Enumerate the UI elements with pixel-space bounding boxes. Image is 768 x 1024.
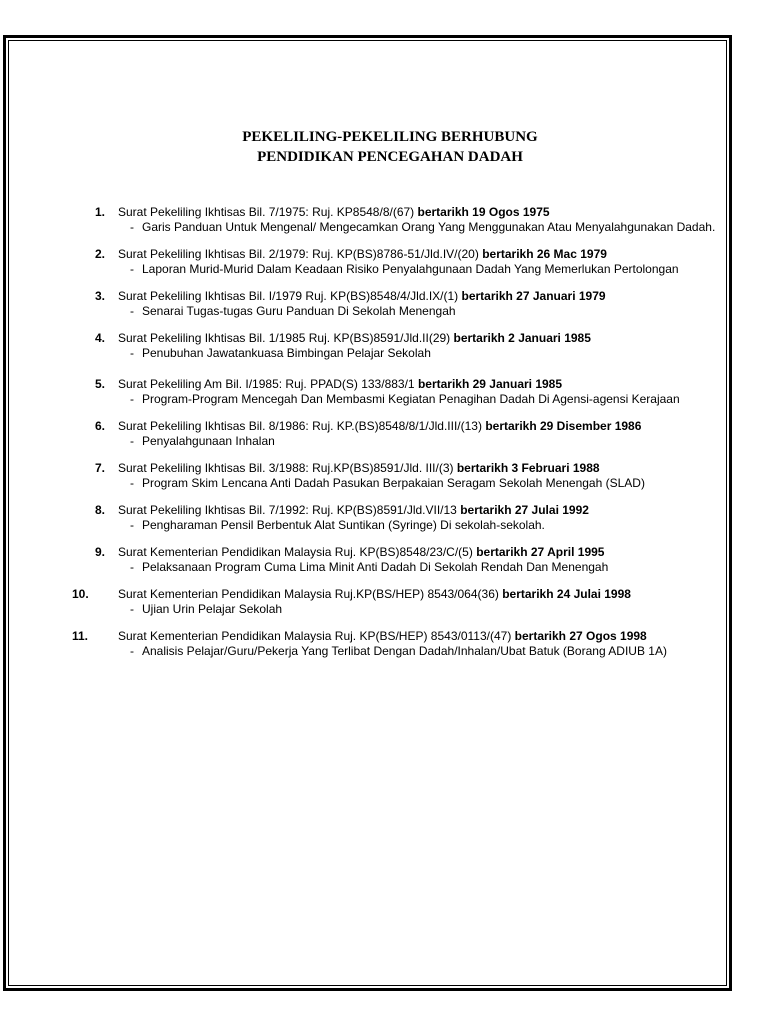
list-item [95, 331, 725, 361]
list-item [95, 545, 725, 575]
item-reference: Surat Pekeliling Ikhtisas Bil. 1/1985 Ruj. KP(BS)8591/Jld.II(29) [118, 331, 454, 345]
list-item [95, 289, 725, 319]
item-description: - Analisis Pelajar/Guru/Pekerja Yang Terlibat Dengan Dadah/Inhalan/Ubat Batuk (Borang ADIUB 1A) [130, 644, 667, 658]
list-item [95, 247, 725, 277]
item-number: 8. [95, 503, 106, 517]
item-number: 11. [72, 629, 89, 643]
item-reference: Surat Kementerian Pendidikan Malaysia Ruj.KP(BS/HEP) 8543/064(36) [118, 587, 503, 601]
list-item [95, 377, 725, 407]
item-number: 7. [95, 461, 106, 475]
item-description: - Senarai Tugas-tugas Guru Panduan Di Sekolah Menengah [130, 304, 456, 318]
item-date: bertarikh 27 Ogos 1998 [514, 629, 647, 643]
item-date: bertarikh 26 Mac 1979 [482, 247, 607, 261]
item-reference: Surat Pekeliling Ikhtisas Bil. 7/1975: Ruj. KP8548/8/(67) [118, 205, 418, 219]
item-number: 10. [72, 587, 89, 601]
item-description: - Ujian Urin Pelajar Sekolah [130, 602, 283, 616]
circular-list [72, 205, 725, 671]
item-date: bertarikh 29 Januari 1985 [417, 377, 563, 391]
list-item [95, 205, 725, 235]
item-description: - Program Skim Lencana Anti Dadah Pasukan Berpakaian Seragam Sekolah Menengah (SLAD) [130, 476, 645, 490]
item-reference: Surat Pekeliling Ikhtisas Bil. 3/1988: Ruj.KP(BS)8591/Jld. III/(3) [118, 461, 457, 475]
item-number: 6. [95, 419, 106, 433]
item-description: - Laporan Murid-Murid Dalam Keadaan Risiko Penyalahgunaan Dadah Yang Memerlukan Pertolongan [130, 262, 679, 276]
item-date: bertarikh 19 Ogos 1975 [417, 205, 550, 219]
item-reference: Surat Kementerian Pendidikan Malaysia Ruj. KP(BS/HEP) 8543/0113/(47) [118, 629, 515, 643]
item-date: bertarikh 27 Julai 1992 [460, 503, 589, 517]
item-number: 9. [95, 545, 106, 559]
item-date: bertarikh 2 Januari 1985 [453, 331, 591, 345]
item-reference: Surat Pekeliling Ikhtisas Bil. I/1979 Ruj. KP(BS)8548/4/Jld.IX/(1) [118, 289, 462, 303]
item-reference: Surat Kementerian Pendidikan Malaysia Ruj. KP(BS)8548/23/C/(5) [118, 545, 477, 559]
item-date: bertarikh 27 April 1995 [476, 545, 605, 559]
item-description: - Penubuhan Jawatankuasa Bimbingan Pelajar Sekolah [130, 346, 431, 360]
item-description: - Pengharaman Pensil Berbentuk Alat Suntikan (Syringe) Di sekolah-sekolah. [130, 518, 545, 532]
list-item [72, 587, 725, 617]
item-date: bertarikh 29 Disember 1986 [485, 419, 642, 433]
document-title [0, 127, 768, 167]
item-number: 4. [95, 331, 106, 345]
title-line-1: PEKELILING-PEKELILING BERHUBUNG [242, 129, 538, 145]
item-description: - Pelaksanaan Program Cuma Lima Minit Anti Dadah Di Sekolah Rendah Dan Menengah [130, 560, 609, 574]
item-description: - Program-Program Mencegah Dan Membasmi Kegiatan Penagihan Dadah Di Agensi-agensi Kerajaan [130, 392, 680, 406]
item-number: 2. [95, 247, 106, 261]
title-line-2: PENDIDIKAN PENCEGAHAN DADAH [257, 149, 523, 165]
list-item [72, 629, 725, 659]
list-item [95, 461, 725, 491]
list-item [95, 419, 725, 449]
item-description: - Penyalahgunaan Inhalan [130, 434, 275, 448]
item-date: bertarikh 27 Januari 1979 [461, 289, 606, 303]
item-date: bertarikh 24 Julai 1998 [502, 587, 631, 601]
item-number: 5. [95, 377, 106, 391]
item-number: 3. [95, 289, 106, 303]
item-reference: Surat Pekeliling Am Bil. I/1985: Ruj. PPAD(S) 133/883/1 [118, 377, 418, 391]
item-date: bertarikh 3 Februari 1988 [456, 461, 600, 475]
item-number: 1. [95, 205, 106, 219]
item-reference: Surat Pekeliling Ikhtisas Bil. 2/1979: Ruj. KP(BS)8786-51/Jld.IV/(20) [118, 247, 483, 261]
item-description: - Garis Panduan Untuk Mengenal/ Mengecamkan Orang Yang Menggunakan Atau Menyalahgunakan Dadah. [130, 220, 716, 234]
item-reference: Surat Pekeliling Ikhtisas Bil. 8/1986: Ruj. KP.(BS)8548/8/1/Jld.III/(13) [118, 419, 486, 433]
item-reference: Surat Pekeliling Ikhtisas Bil. 7/1992: Ruj. KP(BS)8591/Jld.VII/13 [118, 503, 461, 517]
list-item [95, 503, 725, 533]
